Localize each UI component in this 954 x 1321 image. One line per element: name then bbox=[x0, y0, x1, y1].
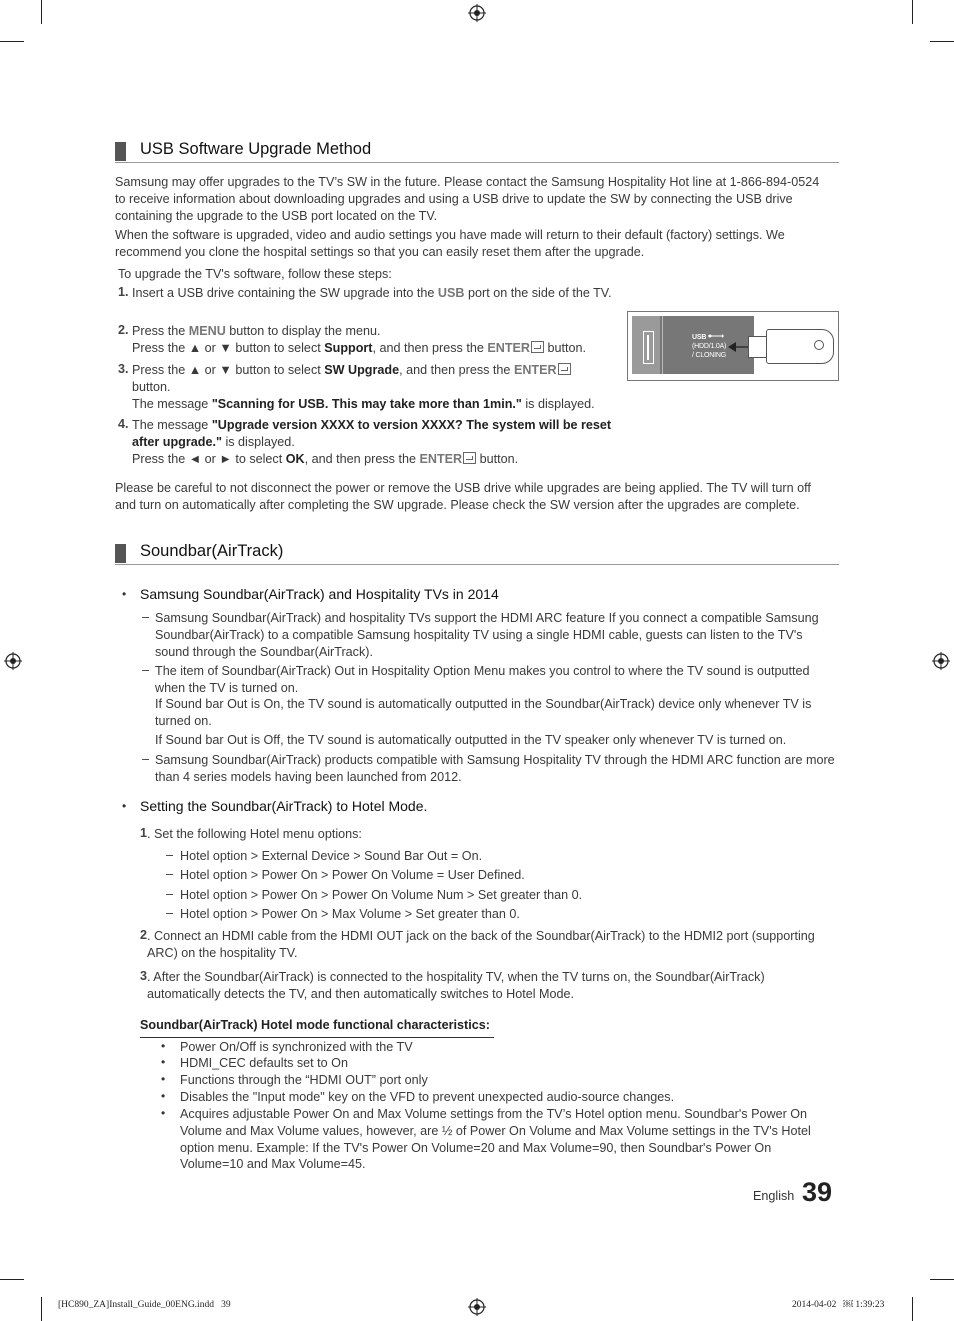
step-1-text: Insert a USB drive containing the SW upgrade into the USB port on the side of the TV. bbox=[132, 286, 612, 300]
step-text: . Connect an HDMI cable from the HDMI OUT jack on the back of the Soundbar(AirTrack) to the HDMI2 port (supporting ARC) on the hospitality TV. bbox=[147, 929, 815, 960]
heading-bar bbox=[115, 544, 126, 563]
characteristic-item: Functions through the “HDMI OUT” port only bbox=[180, 1073, 428, 1087]
step-number: 3 bbox=[140, 969, 148, 983]
characteristics-heading: Soundbar(AirTrack) Hotel mode functional characteristics: bbox=[140, 1016, 494, 1038]
step-number: 4. bbox=[118, 417, 129, 431]
crop-mark bbox=[912, 1297, 913, 1321]
crop-mark bbox=[41, 1297, 42, 1321]
usb-slot-inner bbox=[647, 335, 649, 360]
crop-mark bbox=[930, 1279, 954, 1280]
registration-mark-icon bbox=[4, 652, 22, 670]
step-number: 3. bbox=[118, 362, 129, 376]
registration-mark-icon bbox=[468, 4, 486, 22]
section-heading-usb bbox=[115, 140, 839, 163]
crop-mark bbox=[930, 41, 954, 42]
dash: – bbox=[166, 906, 174, 920]
bullet: • bbox=[161, 1055, 166, 1069]
dash: – bbox=[142, 752, 150, 766]
dash-item-continued: If Sound bar Out is Off, the TV sound is automatically outputted in the TV speaker only whenever TV is turned on. bbox=[155, 733, 787, 747]
characteristic-item: Disables the "Input mode" key on the VFD to prevent unexpected audio-source changes. bbox=[180, 1090, 675, 1104]
enter-icon bbox=[558, 363, 571, 375]
file-info: [HC890_ZA]Install_Guide_00ENG.indd 39 bbox=[58, 1300, 231, 1310]
section-heading-soundbar bbox=[115, 542, 839, 565]
bullet-heading: Samsung Soundbar(AirTrack) and Hospitality TVs in 2014 bbox=[140, 586, 499, 602]
step-number: 2 bbox=[140, 928, 148, 942]
step-number: 1 bbox=[140, 826, 148, 840]
characteristic-item: HDMI_CEC defaults set to On bbox=[180, 1056, 348, 1070]
dash: – bbox=[166, 887, 174, 901]
option-item: Hotel option > Power On > Power On Volume Num > Set greater than 0. bbox=[180, 888, 583, 902]
enter-icon bbox=[463, 452, 476, 464]
characteristic-item: Power On/Off is synchronized with the TV bbox=[180, 1040, 413, 1054]
heading-text: USB Software Upgrade Method bbox=[140, 140, 372, 158]
port-label: USB (HDD/1.0A) / CLONING bbox=[692, 334, 727, 359]
heading-bar bbox=[115, 142, 126, 161]
option-item: Hotel option > Power On > Max Volume > Set greater than 0. bbox=[180, 907, 520, 921]
step-2-text: Press the MENU button to display the menu. Press the ▲ or ▼ button to select Support, and then press the ENTER button. bbox=[132, 324, 587, 355]
step-text: . Set the following Hotel menu options: bbox=[147, 827, 362, 841]
bullet: • bbox=[122, 799, 127, 813]
warning-paragraph: Please be careful to not disconnect the power or remove the USB drive while upgrades are being applied. The TV will turn off and turn on automatically after completing the SW upgrade. Please check the SW version after the upgrades are complete. bbox=[115, 481, 811, 512]
usb-intro-paragraph: When the software is upgraded, video and audio settings you have made will return to their default (factory) settings. We recommend you clone the hospital settings so that you can easily reset them after the upgrade. bbox=[115, 228, 785, 259]
usb-plug bbox=[748, 336, 768, 358]
bullet: • bbox=[161, 1106, 166, 1120]
usb-drive-cap bbox=[814, 340, 824, 350]
date-info: 2014-04-02 ￼ 1:39:23 bbox=[792, 1300, 885, 1310]
usb-port-figure bbox=[627, 311, 839, 381]
dash-item-continued: If Sound bar Out is On, the TV sound is automatically outputted in the Soundbar(AirTrack) device only whenever TV is turned on. bbox=[155, 697, 812, 728]
crop-mark bbox=[0, 41, 24, 42]
bullet: • bbox=[122, 587, 127, 601]
dash-item: Samsung Soundbar(AirTrack) products compatible with Samsung Hospitality TV through the HDMI ARC function are more than 4 series models having been launched from 2012. bbox=[155, 753, 835, 784]
characteristic-item: Acquires adjustable Power On and Max Volume settings from the TV’s Hotel option menu. Soundbar's Power On Volume and Max Volume values, however, are ½ of Power On Volume and Max Volume settings in the TV's Hotel option menu. Example: If the TV's Power On Volume=20 and Max Volume=90, then Soundbar's Power On Volume=10 and Max Volume=45. bbox=[180, 1107, 811, 1172]
step-text: . After the Soundbar(AirTrack) is connected to the hospitality TV, when the TV turns on, the Soundbar(AirTrack) automatically detects the TV, and then automatically switches to Hotel Mode. bbox=[147, 970, 765, 1001]
dash: – bbox=[166, 867, 174, 881]
registration-mark-icon bbox=[468, 1298, 486, 1316]
step-4-text: The message "Upgrade version XXXX to version XXXX? The system will be reset after upgrade." is displayed. Press the ◄ or ► to select OK, and then press the ENTER button. bbox=[132, 418, 612, 466]
steps-intro: To upgrade the TV's software, follow these steps: bbox=[118, 267, 392, 281]
page-number: 39 bbox=[802, 1177, 833, 1207]
dash-item: Samsung Soundbar(AirTrack) and hospitality TVs support the HDMI ARC feature If you connect a compatible Samsung Soundbar(AirTrack) to a compatible Samsung hospitality TV using a single HDMI cable, guests can listen to the TV's sound through the Soundbar(AirTrack). bbox=[155, 611, 819, 659]
crop-mark bbox=[41, 0, 42, 24]
usb-drive-body bbox=[766, 329, 834, 364]
dash: – bbox=[142, 663, 150, 677]
dash-item: The item of Soundbar(AirTrack) Out in Hospitality Option Menu makes you control to where the TV sound is outputted when the TV is turned on. bbox=[155, 664, 810, 695]
panel-divider bbox=[662, 316, 663, 374]
dash: – bbox=[166, 848, 174, 862]
bullet: • bbox=[161, 1072, 166, 1086]
crop-mark bbox=[912, 0, 913, 24]
step-number: 2. bbox=[118, 323, 129, 337]
option-item: Hotel option > External Device > Sound Bar Out = On. bbox=[180, 849, 483, 863]
footer-language: English bbox=[753, 1189, 795, 1203]
enter-icon bbox=[531, 341, 544, 353]
step-3-text: Press the ▲ or ▼ button to select SW Upgrade, and then press the ENTER button. The message "Scanning for USB. This may take more than 1min." is displayed. bbox=[132, 363, 595, 411]
registration-mark-icon bbox=[932, 652, 950, 670]
option-item: Hotel option > Power On > Power On Volume = User Defined. bbox=[180, 868, 525, 882]
crop-mark bbox=[0, 1279, 24, 1280]
bullet: • bbox=[161, 1039, 166, 1053]
bullet-heading: Setting the Soundbar(AirTrack) to Hotel Mode. bbox=[140, 798, 428, 814]
bullet: • bbox=[161, 1089, 166, 1103]
heading-text: Soundbar(AirTrack) bbox=[140, 542, 284, 560]
dash: – bbox=[142, 610, 150, 624]
step-number: 1. bbox=[118, 285, 129, 299]
usb-intro-paragraph: Samsung may offer upgrades to the TV’s SW in the future. Please contact the Samsung Hospitality Hot line at 1-866-894-0524 to receive information about downloading upgrades and using a USB drive to update the SW by connecting the USB drive containing the upgrade to the USB port located on the TV. bbox=[115, 175, 820, 223]
usb-symbol-icon bbox=[708, 332, 724, 340]
